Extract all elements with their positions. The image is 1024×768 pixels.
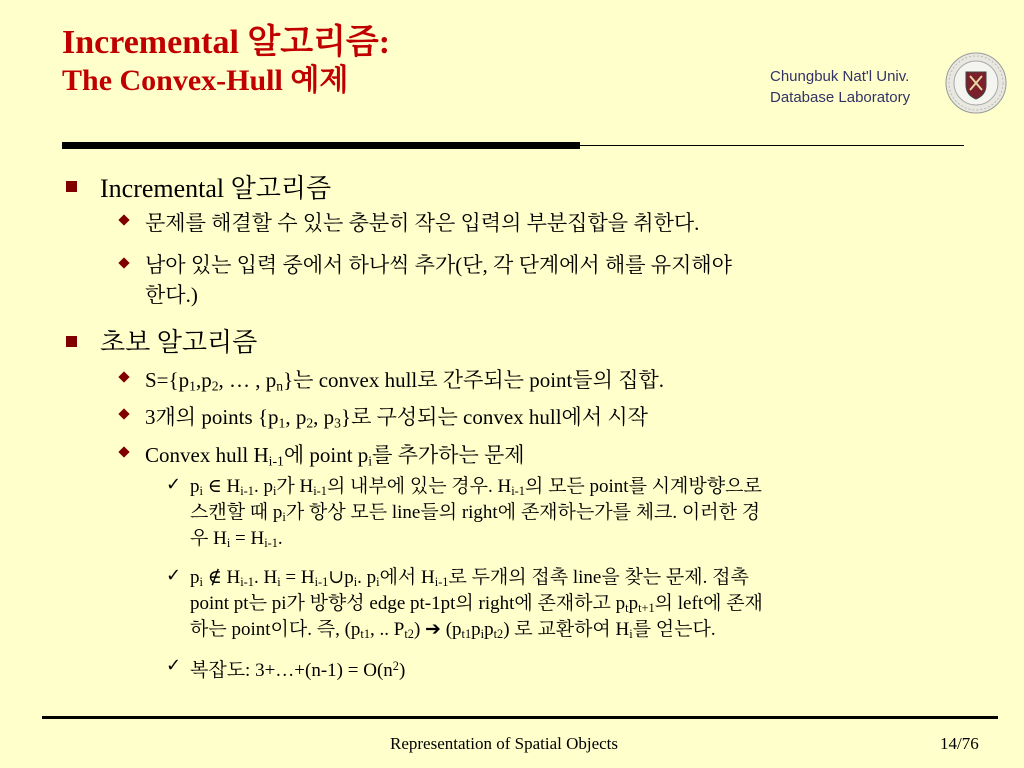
check-bullet-2-line-2: point pt는 pi가 방향성 edge pt-1pt의 right에 존재하고 $p_tp_{t+1}$의 left에 존재: [190, 593, 763, 616]
check-bullet-1: [190, 474, 762, 552]
sub-bullet-1-1: 문제를 해결할 수 있는 충분히 작은 입력의 부분집합을 취한다.: [145, 211, 700, 235]
diamond-bullet-icon: [118, 371, 129, 382]
check-bullet-1-line-2: 스캔할 때 $p_i$가 항상 모든 line들의 right에 존재하는가를 체크. 이러한 경: [190, 502, 761, 525]
square-bullet-icon: [66, 336, 77, 347]
title-line-2: The Convex-Hull 예제: [62, 64, 349, 98]
diamond-bullet-icon: [118, 446, 129, 457]
university-seal-icon: [945, 52, 1007, 114]
title-line-1: Incremental 알고리즘:: [62, 24, 391, 61]
diamond-bullet-icon: [118, 214, 129, 225]
footer-title: Representation of Spatial Objects: [390, 734, 619, 753]
sub-bullet-2-1: $S=\{p_1,p_2$, … , $p_n$}는 convex hull로 간주되는 point들의 집합.: [145, 368, 665, 394]
org-line-1: Chungbuk Nat'l Univ.: [770, 68, 910, 85]
check-bullet-2: [190, 565, 763, 643]
check-bullet-1-line-1: $p_i$ ∈ $H_{i-1}$. $p_i$가 $H_{i-1}$의 내부에 있는 경우. $H_{i-1}$의 모든 point를 시계방향으로: [190, 476, 762, 499]
checkmark-icon: ✓: [166, 474, 182, 495]
title-divider-thick: [62, 142, 580, 149]
sub-bullet-1-2-line-2: 한다.): [145, 283, 198, 307]
org-line-2: Database Laboratory: [770, 89, 911, 106]
diamond-bullet-icon: [118, 257, 129, 268]
slide-title: [62, 22, 390, 100]
sub-bullet-1-2: [145, 249, 732, 309]
organization-label: [770, 66, 910, 108]
footer-divider: [42, 716, 998, 719]
diamond-bullet-icon: [118, 408, 129, 419]
sub-bullet-1-2-line-1: 남아 있는 입력 중에서 하나씩 추가(단, 각 단계에서 해를 유지해야: [145, 253, 732, 277]
square-bullet-icon: [66, 181, 77, 192]
sub-bullet-2-2: 3개의 points {$p_1$, $p_2$, $p_3$}로 구성되는 convex hull에서 시작: [145, 405, 648, 431]
checkmark-icon: ✓: [166, 565, 182, 586]
bullet-incremental: Incremental 알고리즘: [100, 174, 332, 203]
check-bullet-1-line-3: 우 $H_i = H_{i-1}$.: [190, 528, 283, 551]
check-bullet-2-line-1: $p_i$ ∉ $H_{i-1}$. $H_i$ = $H_{i-1}\cup p_i$. $p_i$에서 $H_{i-1}$로 두개의 접촉 line을 찾는 문제. 접촉: [190, 567, 749, 590]
checkmark-icon: ✓: [166, 655, 182, 676]
check-bullet-2-line-3: 하는 point이다. 즉, ($p_{t1}$, .. $P_{t2}$) ➔ $(p_{t1}p_ip_{t2})$ 로 교환하여 $H_i$를 얻는다.: [190, 619, 716, 642]
bullet-naive-algorithm: 초보 알고리즘: [100, 328, 258, 357]
sub-bullet-2-3: Convex hull $H_{i-1}$에 point $p_i$를 추가하는 문제: [145, 443, 525, 469]
check-bullet-3: 복잡도: 3+…+(n-1) = $O(n^2)$: [190, 658, 406, 681]
page-number: 14/76: [940, 734, 979, 753]
